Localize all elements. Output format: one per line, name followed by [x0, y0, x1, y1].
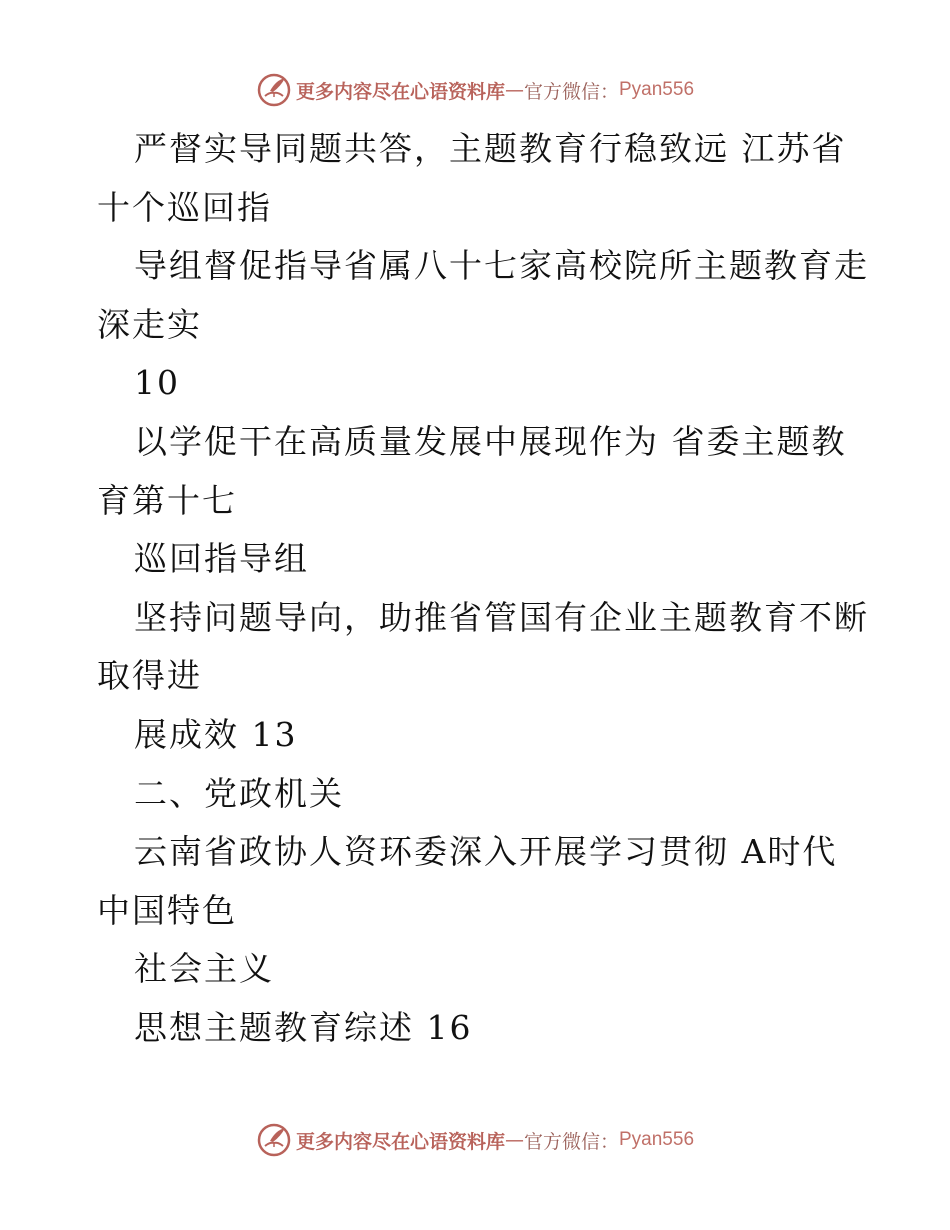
watermark-main-text: 更多内容尽在心语资料库 [295, 80, 505, 103]
section-heading: 二、党政机关 [134, 773, 344, 813]
watermark-sub-text: 官方微信： [523, 1130, 619, 1153]
text-line: 十个巡回指 [97, 187, 272, 227]
text-line: 中国特色 [97, 890, 237, 930]
watermark-separator: — [504, 1129, 524, 1151]
text-line: 取得进 [97, 656, 202, 696]
text-line: 坚持问题导向，助推省管国有企业主题教育不断 [134, 597, 869, 637]
text-line: 巡回指导组 [134, 539, 309, 579]
text-line: 深走实 [97, 304, 202, 344]
text-line: 社会主义 [134, 949, 274, 989]
header-watermark [0, 70, 950, 110]
book-feather-logo-icon [256, 1122, 292, 1158]
watermark-separator: — [504, 79, 524, 101]
text-line: 思想主题教育综述 16 [134, 1007, 473, 1047]
text-line: 以学促干在高质量发展中展现作为 省委主题教 [134, 421, 847, 461]
text-line: 严督实导同题共答，主题教育行稳致远 江苏省 [134, 129, 847, 168]
watermark-sub-text: 官方微信： [523, 80, 619, 103]
watermark-main-text: 更多内容尽在心语资料库 [295, 1130, 505, 1153]
text-line: 展成效 13 [134, 714, 298, 754]
page-number: 10 [134, 363, 180, 403]
text-line: 育第十七 [97, 480, 237, 520]
text-line: 云南省政协人资环委深入开展学习贯彻 A时代 [134, 832, 838, 872]
watermark-handle: Pyan556 [619, 79, 695, 100]
book-feather-logo-icon [256, 72, 292, 108]
text-line: 导组督促指导省属八十七家高校院所主题教育走 [134, 246, 869, 286]
watermark-handle: Pyan556 [619, 1129, 695, 1150]
document-body [97, 120, 869, 1058]
footer-watermark [0, 1120, 950, 1160]
